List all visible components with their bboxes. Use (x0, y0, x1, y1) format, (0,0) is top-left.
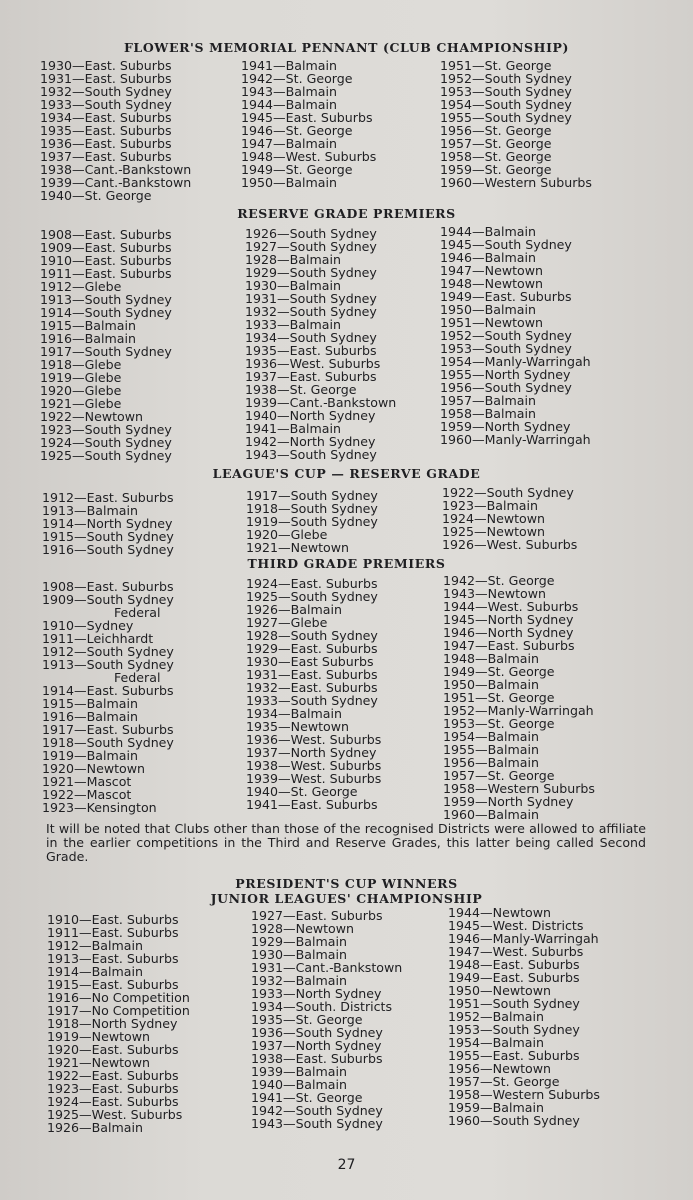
list-item: 1960—South Sydney (448, 1113, 580, 1128)
list-item: 1915—Balmain (40, 318, 136, 333)
list-item: 1960—Manly-Warringah (440, 432, 591, 447)
list-item: 1948—West. Suburbs (241, 149, 377, 164)
third-grade-col-2 (246, 577, 381, 811)
list-item: 1925—Newtown (442, 524, 546, 539)
list-item: 1918—South Sydney (42, 735, 174, 750)
list-item: 1922—East. Suburbs (47, 1068, 179, 1083)
list-item: 1945—East. Suburbs (241, 110, 373, 125)
list-item: 1920—Glebe (40, 383, 122, 398)
list-item: 1953—St. George (443, 716, 555, 731)
list-item: 1920—Glebe (246, 527, 328, 542)
section-heading-leagues-cup: LEAGUE'S CUP — RESERVE GRADE (212, 466, 481, 481)
list-item: 1912—South Sydney (42, 644, 174, 659)
list-item: 1912—East. Suburbs (42, 490, 174, 505)
list-item: Federal (114, 605, 161, 620)
list-item: 1925—South Sydney (40, 448, 172, 463)
list-item: 1922—Newtown (40, 409, 144, 424)
list-item: 1916—No Competition (47, 990, 190, 1005)
list-item: 1922—South Sydney (442, 485, 574, 500)
list-item: 1955—North Sydney (440, 367, 571, 382)
list-item: 1927—South Sydney (245, 239, 377, 254)
list-item: 1953—South Sydney (448, 1022, 580, 1037)
list-item: 1923—East. Suburbs (47, 1081, 179, 1096)
list-item: 1947—Newtown (440, 263, 544, 278)
list-item: 1951—South Sydney (448, 996, 580, 1011)
reserve-grade-col-3 (440, 225, 591, 446)
list-item: 1928—South Sydney (246, 628, 378, 643)
list-item: 1941—Balmain (245, 421, 341, 436)
list-item: 1951—St. George (443, 690, 555, 705)
list-item: 1910—Sydney (42, 618, 134, 633)
list-item: 1954—Balmain (443, 729, 539, 744)
list-item: 1957—St. George (440, 136, 552, 151)
reserve-grade-col-1 (40, 228, 172, 462)
list-item: 1921—Newtown (47, 1055, 151, 1070)
list-item: 1939—Cant.-Bankstown (245, 395, 397, 410)
list-item: 1914—East. Suburbs (42, 683, 174, 698)
list-item: 1950—Balmain (241, 175, 337, 190)
list-item: 1940—Balmain (251, 1077, 347, 1092)
presidents-cup-col-3 (448, 906, 600, 1127)
list-item: 1952—Manly-Warringah (443, 703, 594, 718)
list-item: 1926—West. Suburbs (442, 537, 578, 552)
list-item: 1932—East. Suburbs (246, 680, 378, 695)
list-item: 1917—No Competition (47, 1003, 190, 1018)
leagues-cup-col-1 (42, 491, 174, 556)
list-item: 1933—North Sydney (251, 986, 382, 1001)
list-item: 1960—Balmain (443, 807, 539, 822)
list-item: 1934—East. Suburbs (40, 110, 172, 125)
list-item: 1929—East. Suburbs (246, 641, 378, 656)
list-item: 1915—South Sydney (42, 529, 174, 544)
list-item: 1943—South Sydney (245, 447, 377, 462)
list-item: 1925—South Sydney (246, 589, 378, 604)
list-item: 1917—South Sydney (246, 488, 378, 503)
list-item: 1909—South Sydney (42, 592, 174, 607)
list-item: 1921—Newtown (246, 540, 350, 555)
list-item: 1926—Balmain (246, 602, 342, 617)
list-item: 1919—Glebe (40, 370, 122, 385)
list-item: 1942—St. George (241, 71, 353, 86)
list-item: 1942—North Sydney (245, 434, 376, 449)
list-item: 1948—East. Suburbs (448, 957, 580, 972)
list-item: 1944—Balmain (440, 224, 536, 239)
list-item: 1917—East. Suburbs (42, 722, 174, 737)
list-item: 1923—Kensington (42, 800, 157, 815)
list-item: 1913—East. Suburbs (47, 951, 179, 966)
list-item: 1934—Balmain (246, 706, 342, 721)
list-item: 1949—East. Suburbs (440, 289, 572, 304)
list-item: 1935—St. George (251, 1012, 363, 1027)
list-item: 1918—North Sydney (47, 1016, 178, 1031)
list-item: 1926—Balmain (47, 1120, 143, 1135)
section-heading-presidents-cup: PRESIDENT'S CUP WINNERS (235, 876, 458, 891)
list-item: 1932—South Sydney (40, 84, 172, 99)
list-item: 1937—East. Suburbs (245, 369, 377, 384)
list-item: 1931—South Sydney (245, 291, 377, 306)
list-item: 1926—South Sydney (245, 226, 377, 241)
list-item: 1911—Leichhardt (42, 631, 154, 646)
list-item: 1938—Cant.-Bankstown (40, 162, 192, 177)
list-item: 1924—East. Suburbs (246, 576, 378, 591)
list-item: 1930—East Suburbs (246, 654, 374, 669)
list-item: 1944—Newtown (448, 905, 552, 920)
club-championship-col-2 (241, 59, 376, 189)
list-item: 1930—Balmain (251, 947, 347, 962)
list-item: 1910—East. Suburbs (47, 912, 179, 927)
list-item: 1919—Newtown (47, 1029, 151, 1044)
list-item: 1936—West. Suburbs (245, 356, 381, 371)
list-item: 1941—Balmain (241, 58, 337, 73)
list-item: 1939—Cant.-Bankstown (40, 175, 192, 190)
list-item: 1946—Manly-Warringah (448, 931, 599, 946)
list-item: 1912—Balmain (47, 938, 143, 953)
list-item: 1959—St. George (440, 162, 552, 177)
list-item: 1943—Newtown (443, 586, 547, 601)
list-item: 1940—St. George (246, 784, 358, 799)
list-item: 1938—West. Suburbs (246, 758, 382, 773)
list-item: 1910—East. Suburbs (40, 253, 172, 268)
list-item: 1932—South Sydney (245, 304, 377, 319)
list-item: 1933—South Sydney (40, 97, 172, 112)
list-item: Federal (114, 670, 161, 685)
list-item: 1952—South Sydney (440, 71, 572, 86)
list-item: 1919—South Sydney (246, 514, 378, 529)
list-item: 1937—North Sydney (246, 745, 377, 760)
list-item: 1959—North Sydney (440, 419, 571, 434)
list-item: 1927—Glebe (246, 615, 328, 630)
list-item: 1955—South Sydney (440, 110, 572, 125)
list-item: 1915—East. Suburbs (47, 977, 179, 992)
list-item: 1948—Newtown (440, 276, 544, 291)
section-heading-third-grade: THIRD GRADE PREMIERS (247, 556, 446, 571)
club-championship-col-3 (440, 59, 592, 189)
list-item: 1924—East. Suburbs (47, 1094, 179, 1109)
list-item: 1920—Newtown (42, 761, 146, 776)
presidents-cup-col-1 (47, 913, 190, 1134)
list-item: 1933—Balmain (245, 317, 341, 332)
list-item: 1954—Balmain (448, 1035, 544, 1050)
list-item: 1924—Newtown (442, 511, 546, 526)
list-item: 1934—South Sydney (245, 330, 377, 345)
list-item: 1908—East. Suburbs (40, 227, 172, 242)
page-number: 27 (337, 1157, 356, 1173)
list-item: 1932—Balmain (251, 973, 347, 988)
list-item: 1946—St. George (241, 123, 353, 138)
list-item: 1937—North Sydney (251, 1038, 382, 1053)
list-item: 1922—Mascot (42, 787, 132, 802)
list-item: 1942—St. George (443, 573, 555, 588)
list-item: 1956—Balmain (443, 755, 539, 770)
list-item: 1952—Balmain (448, 1009, 544, 1024)
list-item: 1956—South Sydney (440, 380, 572, 395)
section-heading-club-championship: FLOWER'S MEMORIAL PENNANT (CLUB CHAMPIONSHIP) (123, 40, 570, 55)
list-item: 1933—South Sydney (246, 693, 378, 708)
list-item: 1945—West. Districts (448, 918, 584, 933)
third-grade-col-1 (42, 580, 174, 814)
list-item: 1949—East. Suburbs (448, 970, 580, 985)
list-item: 1941—East. Suburbs (246, 797, 378, 812)
list-item: 1915—Balmain (42, 696, 138, 711)
list-item: 1953—South Sydney (440, 84, 572, 99)
list-item: 1921—Mascot (42, 774, 132, 789)
list-item: 1936—West. Suburbs (246, 732, 382, 747)
list-item: 1924—South Sydney (40, 435, 172, 450)
list-item: 1918—South Sydney (246, 501, 378, 516)
list-item: 1937—East. Suburbs (40, 149, 172, 164)
list-item: 1928—Newtown (251, 921, 355, 936)
list-item: 1914—South Sydney (40, 305, 172, 320)
list-item: 1952—South Sydney (440, 328, 572, 343)
list-item: 1949—St. George (241, 162, 353, 177)
list-item: 1957—St. George (443, 768, 555, 783)
list-item: 1939—West. Suburbs (246, 771, 382, 786)
list-item: 1917—South Sydney (40, 344, 172, 359)
note-paragraph: It will be noted that Clubs other than those of the recognised Districts were allowed to affiliate in the earlier competitions in the Third and Reserve Grades, this latter being called Second Grade. (46, 821, 646, 864)
reserve-grade-col-2 (245, 227, 396, 461)
list-item: 1950—Balmain (443, 677, 539, 692)
list-item: 1929—Balmain (251, 934, 347, 949)
list-item: 1935—Newtown (246, 719, 350, 734)
list-item: 1947—Balmain (241, 136, 337, 151)
list-item: 1909—East. Suburbs (40, 240, 172, 255)
list-item: 1916—South Sydney (42, 542, 174, 557)
list-item: 1929—South Sydney (245, 265, 377, 280)
list-item: 1950—Newtown (448, 983, 552, 998)
list-item: 1939—Balmain (251, 1064, 347, 1079)
list-item: 1913—Balmain (42, 503, 138, 518)
list-item: 1947—East. Suburbs (443, 638, 575, 653)
list-item: 1944—Balmain (241, 97, 337, 112)
leagues-cup-col-2 (246, 489, 378, 554)
list-item: 1958—St. George (440, 149, 552, 164)
list-item: 1945—North Sydney (443, 612, 574, 627)
list-item: 1931—East. Suburbs (40, 71, 172, 86)
list-item: 1930—Balmain (245, 278, 341, 293)
list-item: 1959—Balmain (448, 1100, 544, 1115)
list-item: 1956—Newtown (448, 1061, 552, 1076)
list-item: 1938—East. Suburbs (251, 1051, 383, 1066)
list-item: 1946—Balmain (440, 250, 536, 265)
list-item: 1946—North Sydney (443, 625, 574, 640)
list-item: 1943—South Sydney (251, 1116, 383, 1131)
list-item: 1948—Balmain (443, 651, 539, 666)
list-item: 1925—West. Suburbs (47, 1107, 183, 1122)
list-item: 1930—East. Suburbs (40, 58, 172, 73)
club-championship-col-1 (40, 59, 191, 202)
list-item: 1941—St. George (251, 1090, 363, 1105)
list-item: 1916—Balmain (40, 331, 136, 346)
list-item: 1944—West. Suburbs (443, 599, 579, 614)
section-subheading-junior-leagues: JUNIOR LEAGUES' CHAMPIONSHIP (210, 891, 483, 906)
list-item: 1945—South Sydney (440, 237, 572, 252)
list-item: 1947—West. Suburbs (448, 944, 584, 959)
list-item: 1921—Glebe (40, 396, 122, 411)
list-item: 1914—North Sydney (42, 516, 173, 531)
list-item: 1955—Balmain (443, 742, 539, 757)
list-item: 1940—St. George (40, 188, 152, 203)
list-item: 1949—St. George (443, 664, 555, 679)
leagues-cup-col-3 (442, 486, 577, 551)
third-grade-col-3 (443, 574, 595, 821)
list-item: 1951—St. George (440, 58, 552, 73)
list-item: 1931—Cant.-Bankstown (251, 960, 403, 975)
list-item: 1953—South Sydney (440, 341, 572, 356)
list-item: 1938—St. George (245, 382, 357, 397)
list-item: 1935—East. Suburbs (245, 343, 377, 358)
list-item: 1911—East. Suburbs (40, 266, 172, 281)
list-item: 1951—Newtown (440, 315, 544, 330)
list-item: 1908—East. Suburbs (42, 579, 174, 594)
list-item: 1956—St. George (440, 123, 552, 138)
list-item: 1955—East. Suburbs (448, 1048, 580, 1063)
list-item: 1931—East. Suburbs (246, 667, 378, 682)
list-item: 1959—North Sydney (443, 794, 574, 809)
list-item: 1913—South Sydney (40, 292, 172, 307)
list-item: 1920—East. Suburbs (47, 1042, 179, 1057)
list-item: 1943—Balmain (241, 84, 337, 99)
list-item: 1923—Balmain (442, 498, 538, 513)
list-item: 1918—Glebe (40, 357, 122, 372)
list-item: 1928—Balmain (245, 252, 341, 267)
section-heading-reserve-grade: RESERVE GRADE PREMIERS (237, 206, 456, 221)
list-item: 1923—South Sydney (40, 422, 172, 437)
list-item: 1916—Balmain (42, 709, 138, 724)
list-item: 1935—East. Suburbs (40, 123, 172, 138)
list-item: 1934—South. Districts (251, 999, 393, 1014)
list-item: 1936—East. Suburbs (40, 136, 172, 151)
list-item: 1913—South Sydney (42, 657, 174, 672)
presidents-cup-col-2 (251, 909, 402, 1130)
list-item: 1919—Balmain (42, 748, 138, 763)
list-item: 1950—Balmain (440, 302, 536, 317)
list-item: 1936—South Sydney (251, 1025, 383, 1040)
list-item: 1954—Manly-Warringah (440, 354, 591, 369)
list-item: 1942—South Sydney (251, 1103, 383, 1118)
list-item: 1957—St. George (448, 1074, 560, 1089)
list-item: 1914—Balmain (47, 964, 143, 979)
list-item: 1927—East. Suburbs (251, 908, 383, 923)
list-item: 1940—North Sydney (245, 408, 376, 423)
list-item: 1960—Western Suburbs (440, 175, 592, 190)
list-item: 1912—Glebe (40, 279, 122, 294)
list-item: 1958—Balmain (440, 406, 536, 421)
list-item: 1911—East. Suburbs (47, 925, 179, 940)
list-item: 1954—South Sydney (440, 97, 572, 112)
list-item: 1957—Balmain (440, 393, 536, 408)
list-item: 1958—Western Suburbs (443, 781, 595, 796)
list-item: 1958—Western Suburbs (448, 1087, 600, 1102)
